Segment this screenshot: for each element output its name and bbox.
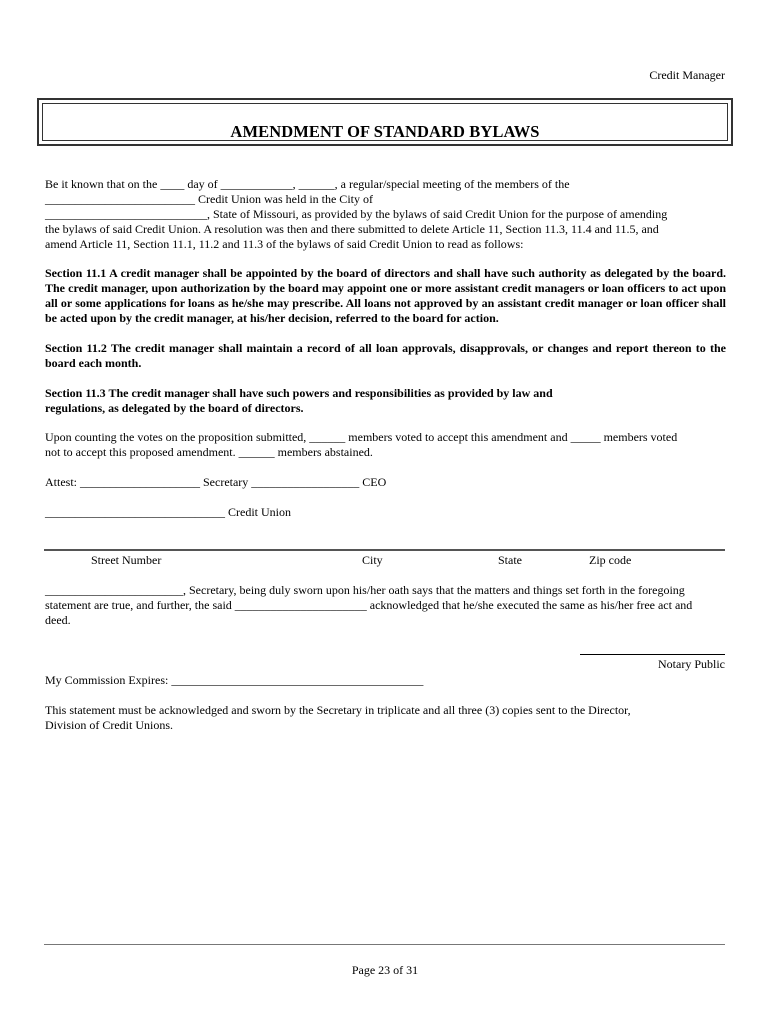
closing-line-1: This statement must be acknowledged and sworn by the Secretary in triplicate and all three (3) copies sent to the Director, — [45, 703, 631, 717]
address-rule — [44, 549, 725, 551]
attest-line: Attest: ____________________ Secretary __________________ CEO — [45, 475, 387, 489]
header-label: Credit Manager — [649, 68, 725, 82]
section-11-3 — [45, 386, 726, 416]
votes-line-2: not to accept this proposed amendment. ______ members abstained. — [45, 445, 373, 459]
notary-public-label: Notary Public — [658, 657, 725, 671]
intro-line-2: _________________________ Credit Union was held in the City of — [45, 192, 373, 206]
document-title: AMENDMENT OF STANDARD BYLAWS — [230, 122, 540, 141]
intro-line-1: Be it known that on the ____ day of ____________, ______, a regular/special meeting of the members of the — [45, 177, 570, 191]
votes-paragraph — [45, 430, 726, 460]
section-11-2: Section 11.2 The credit manager shall maintain a record of all loan approvals, disapprovals, or changes and report thereon to the board each month. — [45, 341, 726, 370]
zip-code-label: Zip code — [589, 553, 632, 567]
intro-line-4: the bylaws of said Credit Union. A resolution was then and there submitted to delete Article 11, Section 11.3, 11.4 and 11.5, and — [45, 222, 659, 236]
oath-line-2: statement are true, and further, the said ______________________ acknowledged that he/she executed the same as his/her free act and — [45, 598, 693, 612]
oath-paragraph — [45, 583, 726, 628]
page-number: Page 23 of 31 — [351, 963, 419, 977]
title-box — [37, 98, 733, 146]
section-11-3-line-1: Section 11.3 The credit manager shall have such powers and responsibilities as provided by law and — [45, 386, 553, 400]
street-number-label: Street Number — [91, 553, 162, 567]
closing-paragraph — [45, 703, 726, 733]
section-11-1: Section 11.1 A credit manager shall be appointed by the board of directors and shall have such authority as delegated by the board. The credit manager, upon authorization by the board may appoint one or more assistant credit managers or loan officers to act upon all or some applications for loans as he/she may prescribe. All loans not approved by an assistant credit manager or loan officer shall be acted upon by the credit manager, at his/her decision, referred to the board for action. — [45, 266, 726, 325]
state-label: State — [498, 553, 522, 567]
oath-line-1: _______________________, Secretary, being duly sworn upon his/her oath says that the matters and things set forth in the foregoing — [45, 583, 685, 597]
intro-paragraph — [45, 177, 726, 252]
oath-line-3: deed. — [45, 613, 71, 627]
commission-expires-line: My Commission Expires: __________________________________________ — [45, 673, 424, 687]
notary-signature-line — [580, 654, 725, 655]
credit-union-line: ______________________________ Credit Union — [45, 505, 291, 519]
intro-line-3: ___________________________, State of Missouri, as provided by the bylaws of said Credit Union for the purpose of amending — [45, 207, 668, 221]
intro-line-5: amend Article 11, Section 11.1, 11.2 and 11.3 of the bylaws of said Credit Union to read as follows: — [45, 237, 524, 251]
votes-line-1: Upon counting the votes on the proposition submitted, ______ members voted to accept this amendment and _____ members voted — [45, 430, 678, 444]
section-11-3-line-2: regulations, as delegated by the board of directors. — [45, 401, 304, 415]
city-label: City — [362, 553, 383, 567]
closing-line-2: Division of Credit Unions. — [45, 718, 173, 732]
footer-rule — [44, 944, 725, 945]
